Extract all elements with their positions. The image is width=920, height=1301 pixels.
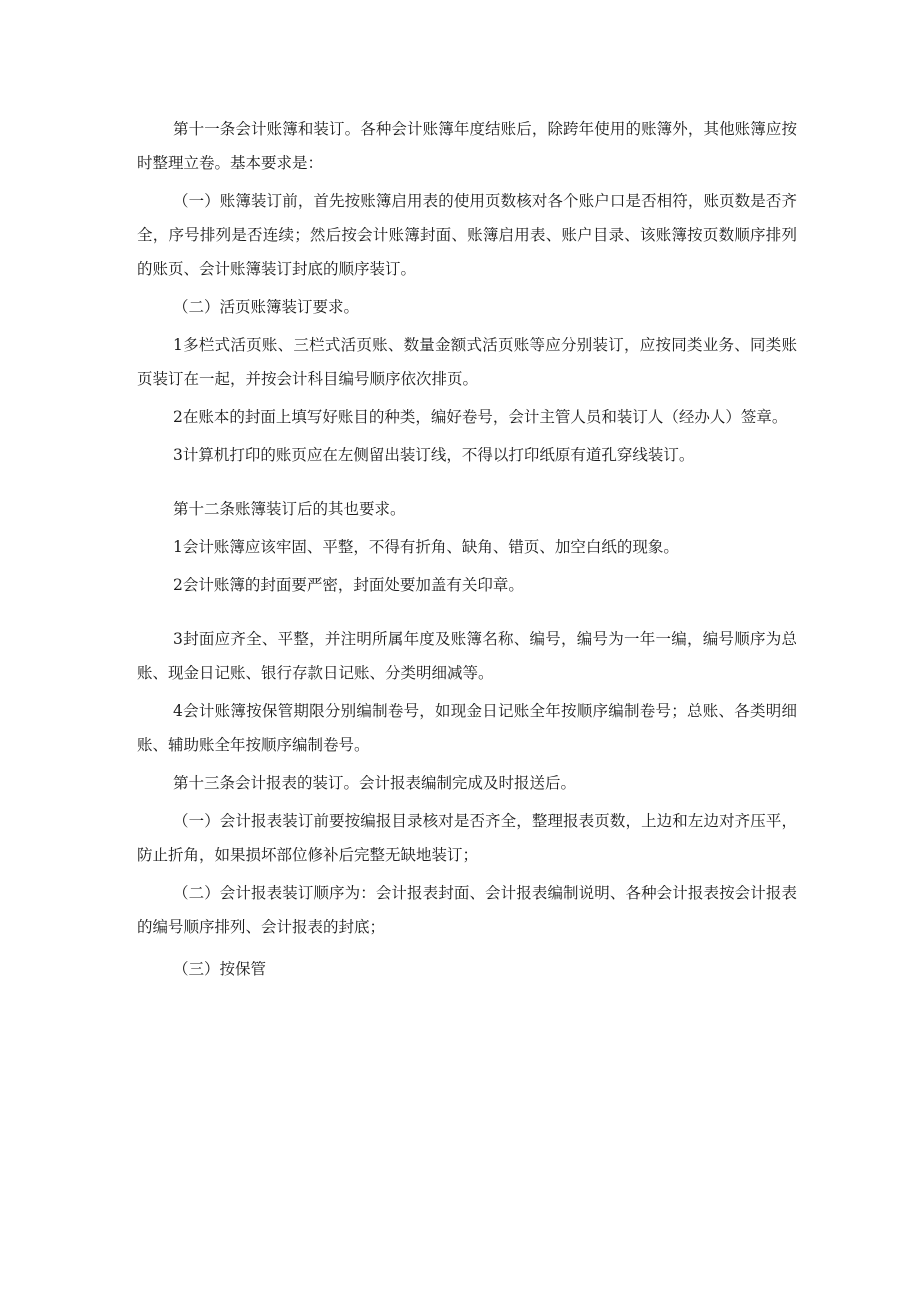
paragraph-binding-2: 2会计账簿的封面要严密，封面处要加盖有关印章。: [173, 576, 524, 594]
paragraph-binding-1: 1会计账簿应该牢固、平整，不得有折角、缺角、错页、加空白纸的现象。: [173, 538, 679, 556]
paragraph-article-12: 第十二条账簿装订后的其也要求。: [173, 500, 406, 518]
paragraph-report-item-3: （三）按保管: [173, 960, 267, 978]
paragraph-item-1: （一）账簿装订前，首先按账簿启用表的使用页数核对各个账户口是否相符，账页数是否齐全，序号排列是否连续；然后按会计账簿封面、账簿启用表、账户目录、该账簿按页数顺序排列的账页、会计账簿装订封底的顺序装订。: [137, 192, 797, 278]
paragraph-report-item-2: （二）会计报表装订顺序为：会计报表封面、会计报表编制说明、各种会计报表按会计报表的编号顺序排列、会计报表的封底；: [137, 884, 797, 936]
paragraph-report-item-1: （一）会计报表装订前要按编报目录核对是否齐全，整理报表页数，上边和左边对齐压平，防止折角，如果损坏部位修补后完整无缺地装订；: [137, 812, 797, 864]
paragraph-article-13: 第十三条会计报表的装订。会计报表编制完成及时报送后。: [173, 774, 577, 792]
document-body: [137, 112, 797, 986]
paragraph-loose-leaf-1: 1多栏式活页账、三栏式活页账、数量金额式活页账等应分别装订，应按同类业务、同类账页装订在一起，并按会计科目编号顺序依次排页。: [137, 336, 797, 388]
paragraph-loose-leaf-2: 2在账本的封面上填写好账目的种类，编好卷号，会计主管人员和装订人（经办人）签章。: [173, 408, 788, 426]
paragraph-loose-leaf-3: 3计算机打印的账页应在左侧留出装订线，不得以打印纸原有道孔穿线装订。: [173, 446, 695, 464]
paragraph-binding-4: 4会计账簿按保管期限分别编制卷号，如现金日记账全年按顺序编制卷号；总账、各类明细账、辅助账全年按顺序编制卷号。: [137, 702, 797, 754]
paragraph-article-11: 第十一条会计账簿和装订。各种会计账簿年度结账后，除跨年使用的账簿外，其他账簿应按时整理立卷。基本要求是：: [137, 120, 797, 172]
paragraph-item-2: （二）活页账簿装订要求。: [173, 298, 360, 316]
paragraph-binding-3: 3封面应齐全、平整，并注明所属年度及账簿名称、编号，编号为一年一编，编号顺序为总账、现金日记账、银行存款日记账、分类明细减等。: [137, 630, 797, 682]
